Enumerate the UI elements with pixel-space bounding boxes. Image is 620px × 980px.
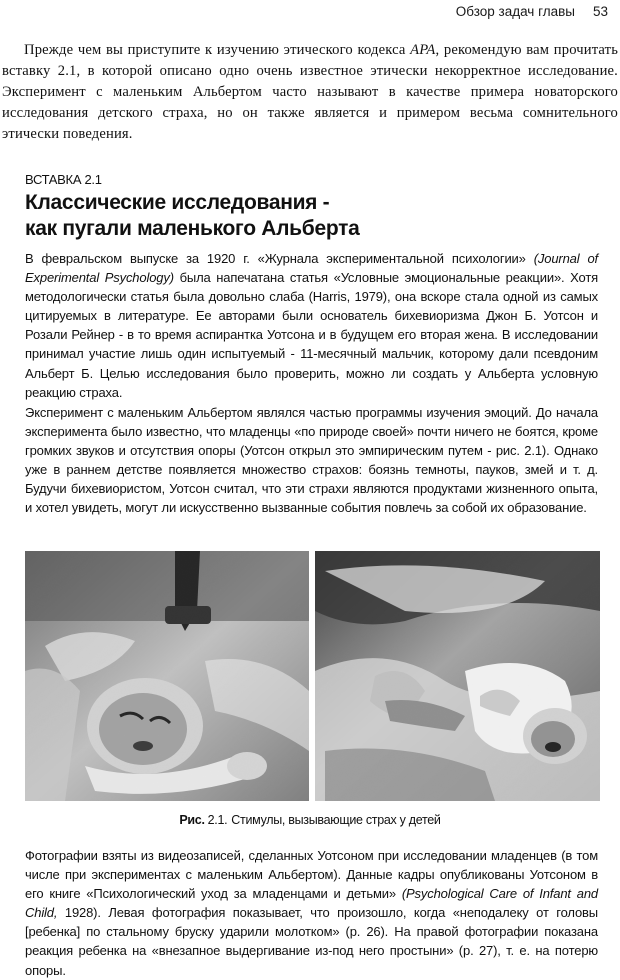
inset-title-line2: как пугали маленького Альберта [25, 217, 360, 240]
p1-journal-title: (Journal of Experimental Psychology) [25, 251, 598, 286]
right-photo [315, 551, 600, 801]
p3-book-title: (Psychological Care of Infant and Child, [25, 886, 598, 921]
intro-apa-abbrev: APA [410, 42, 436, 58]
page-number: 53 [592, 4, 608, 19]
inset-title [25, 190, 359, 242]
p1-text-1: В февральском выпуске за 1920 г. «Журнала экспериментальной психологии» [25, 251, 534, 266]
photo-pair [25, 551, 600, 801]
left-photo [25, 551, 309, 801]
running-header [456, 4, 608, 19]
inset-label: ВСТАВКА 2.1 [25, 172, 102, 187]
inset-title-line1: Классические исследования - [25, 191, 330, 214]
intro-paragraph [2, 40, 618, 145]
figure-caption-text: Стимулы, вызывающие страх у детей [231, 813, 441, 827]
p3-text-1: Фотографии взяты из видеозаписей, сделанных Уотсоном при исследовании младенцев (в том числе при экспериментах с маленьким Альбертом). Данные кадры опубликованы Уотсоном в его книге «Психологический уход за младенцами и детьми» [25, 848, 598, 902]
p3-text-2: 1928). Левая фотография показывает, что произошло, когда «неподалеку от головы [ребенка] по стальному бруску ударили молотком» (р. 26). На правой фотографии показана реакция ребенка на «внезапное выдергивание из-под него простыни» (р. 27), т. е. на потерю опоры. [25, 905, 598, 978]
figure-label: Рис. [179, 813, 205, 827]
figure-number: 2.1. [207, 813, 228, 827]
p1-text-2: была напечатана статья «Условные эмоциональные реакции». Хотя методологически статья была довольно слаба (Harris, 1979), она вскоре стала одной из самых цитируемых в литературе. Ее авторами были основатель бихевиоризма Джон Б. Уотсон и Розали Рейнер - в то время аспирантка Уотсона и в будущем его вторая жена. В исследовании принимал участие лишь один испытуемый - 11-месячный мальчик, которому дали псевдоним Альберт Б. Целью исследования было проверить, можно ли создать у Альберта условную реакцию страха. [25, 270, 599, 400]
intro-text-2: , рекомендую вам прочитать вставку 2.1, в которой описано одно очень известное этически некорректное исследование. Эксперимент с маленьким Альбертом часто называют в качестве примера новаторского исследования детского страха, но он также является и примером весьма сомнительного этически поведения. [2, 42, 618, 142]
inset-paragraph-2: Эксперимент с маленьким Альбертом являлся частью программы изучения эмоций. До начала эксперимента было известно, что младенцы «по природе своей» почти ничего не боятся, кроме громких звуков и отсутствия опоры (Уотсон открыл это эмпирическим путем - рис. 2.1). Однако уже в раннем детстве появляется множество страхов: боязнь темноты, пауков, змей и т. д. Будучи бихевиористом, Уотсон считал, что эти страхи являются продуктами жизненного опыта, и хотел увидеть, могут ли искусственно вызванные события повлечь за собой их образование. [25, 405, 598, 516]
figure-photos [25, 551, 600, 801]
chapter-title: Обзор задач главы [455, 4, 575, 19]
figure-caption [0, 813, 620, 827]
inset-paragraph-1 [25, 249, 598, 402]
inset-paragraph-3 [25, 846, 598, 980]
intro-text-1: Прежде чем вы приступите к изучению этического кодекса [24, 42, 411, 58]
